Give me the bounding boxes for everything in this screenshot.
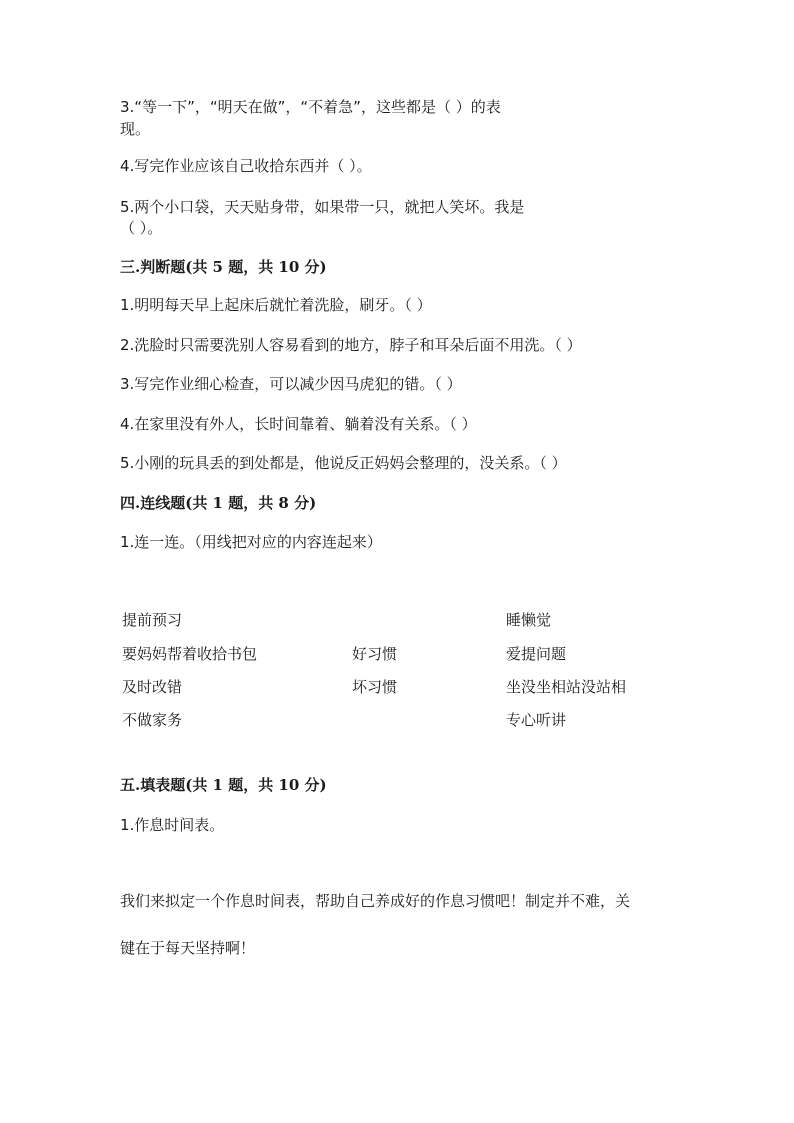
fill-q5-line2: （ ）。	[120, 219, 163, 237]
match-question: 1.连一连。（用线把对应的内容连起来）	[120, 533, 382, 551]
fill-q3-line2: 现。	[120, 120, 151, 138]
judge-item-4: 4.在家里没有外人，长时间靠着、躺着没有关系。（ ）	[120, 415, 477, 433]
section5-heading: 五.填表题(共 1 题，共 10 分)	[120, 776, 327, 794]
fill-q3-line1: 3.“等一下”，“明天在做”，“不着急”，这些都是（ ）的表	[120, 98, 501, 116]
judge-item-5: 5.小刚的玩具丢的到处都是，他说反正妈妈会整理的，没关系。（ ）	[120, 454, 567, 472]
judge-item-2: 2.洗脸时只需要洗别人容易看到的地方，脖子和耳朵后面不用洗。（ ）	[120, 336, 582, 354]
match-right-2: 爱提问题	[506, 645, 567, 663]
table-paragraph-line2: 键在于每天坚持啊！	[120, 939, 256, 957]
table-paragraph-line1: 我们来拟定一个作息时间表，帮助自己养成好的作息习惯吧！制定并不难，关	[120, 892, 631, 910]
match-left-1: 提前预习	[122, 611, 183, 629]
judge-item-1: 1.明明每天早上起床后就忙着洗脸，刷牙。（ ）	[120, 296, 432, 314]
match-left-3: 及时改错	[122, 678, 183, 696]
match-right-3: 坐没坐相站没站相	[506, 678, 627, 696]
section4-heading: 四.连线题(共 1 题，共 8 分)	[120, 494, 317, 512]
match-right-1: 睡懒觉	[506, 611, 552, 629]
match-left-4: 不做家务	[122, 711, 183, 729]
match-left-2: 要妈妈帮着收拾书包	[122, 645, 258, 663]
fill-q5-line1: 5.两个小口袋，天天贴身带，如果带一只，就把人笑坏。我是	[120, 198, 525, 216]
judge-item-3: 3.写完作业细心检查，可以减少因马虎犯的错。（ ）	[120, 375, 462, 393]
fill-q4: 4.写完作业应该自己收拾东西并（ ）。	[120, 157, 372, 175]
match-right-4: 专心听讲	[506, 711, 567, 729]
match-middle-2: 坏习惯	[352, 678, 398, 696]
section3-heading: 三.判断题(共 5 题，共 10 分)	[120, 258, 327, 276]
table-question: 1.作息时间表。	[120, 816, 225, 834]
match-middle-1: 好习惯	[352, 645, 398, 663]
